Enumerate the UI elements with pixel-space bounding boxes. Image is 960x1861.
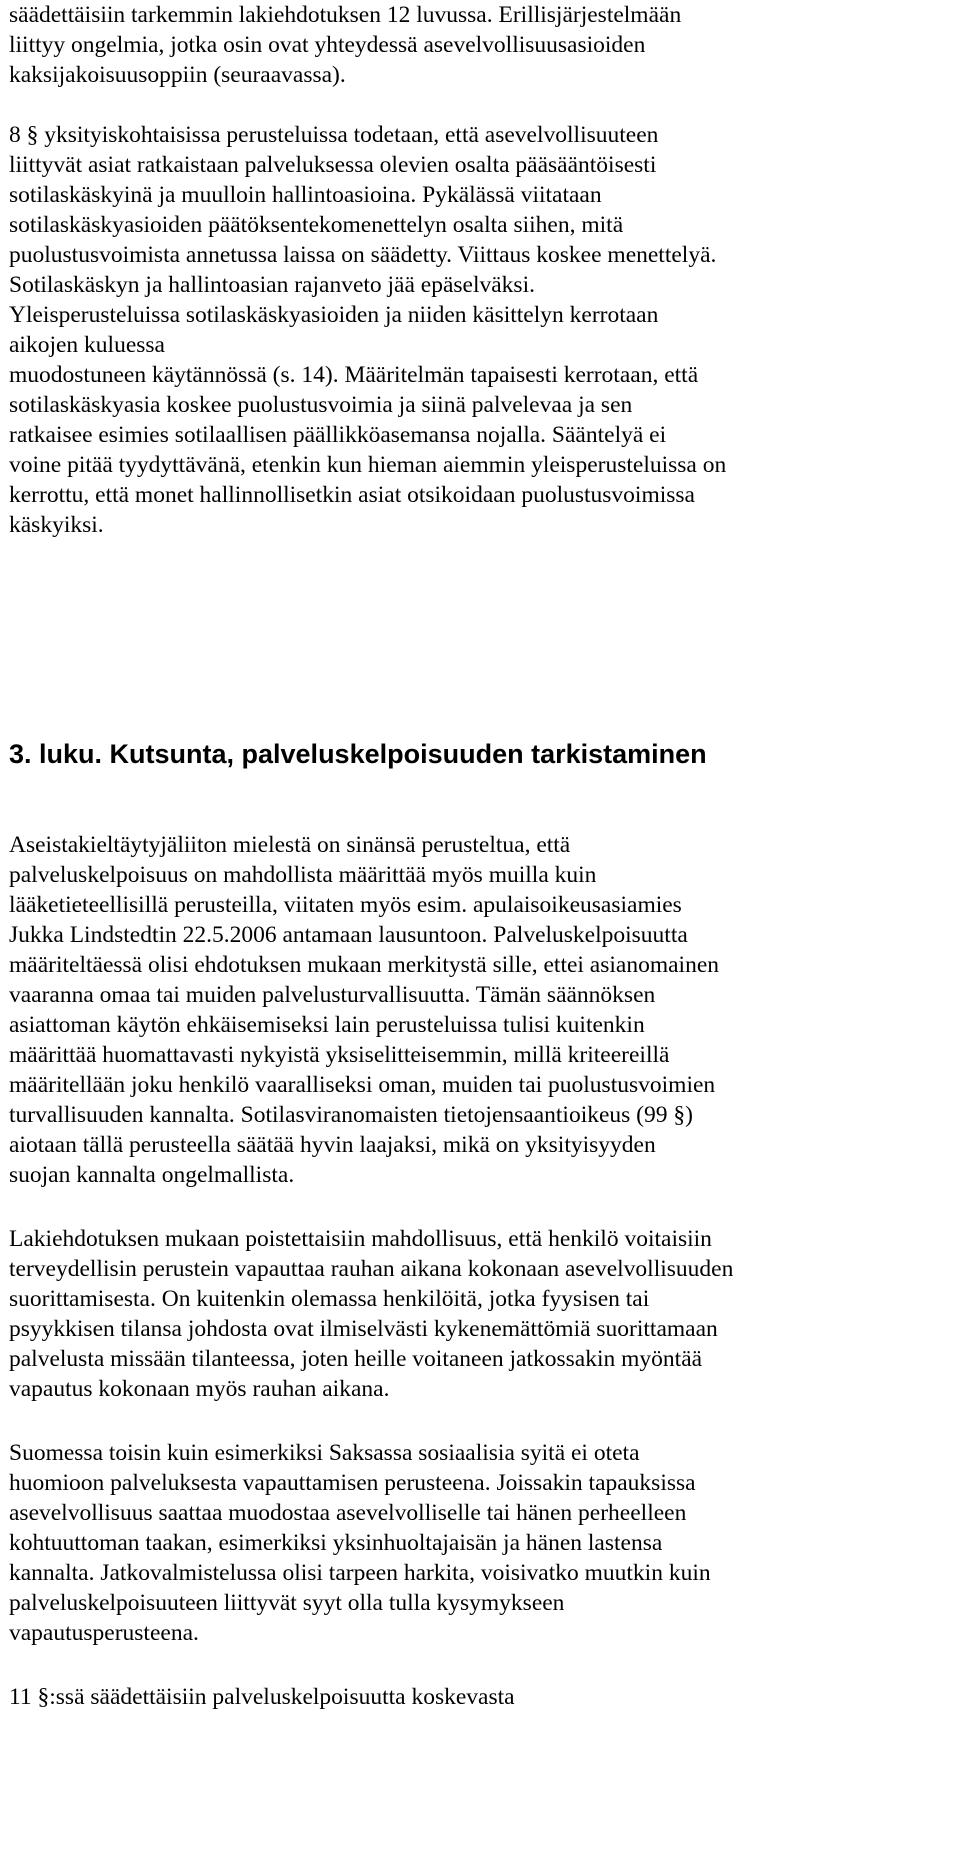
text-line: vapautusperusteena. (9, 1620, 199, 1646)
text-line: voine pitää tyydyttävänä, etenkin kun hieman aiemmin yleisperusteluissa on (9, 452, 727, 478)
text-line: suojan kannalta ongelmallista. (9, 1162, 295, 1188)
text-line: Sotilaskäskyn ja hallintoasian rajanveto jää epäselväksi. (9, 272, 535, 298)
text-line: liittyvät asiat ratkaistaan palveluksessa olevien osalta pääsääntöisesti (9, 152, 657, 178)
text-line: Jukka Lindstedtin 22.5.2006 antamaan lausuntoon. Palveluskelpoisuutta (9, 922, 688, 948)
text-line: 8 § yksityiskohtaisissa perusteluissa todetaan, että asevelvollisuuteen (9, 122, 659, 148)
text-line: asiattoman käytön ehkäisemiseksi lain perusteluissa tulisi kuitenkin (9, 1012, 645, 1038)
text-line: turvallisuuden kannalta. Sotilasviranomaisten tietojensaantioikeus (99 §) (9, 1102, 693, 1128)
text-line: psyykkisen tilansa johdosta ovat ilmiselvästi kykenemättömiä suorittamaan (9, 1316, 718, 1342)
text-line: Lakiehdotuksen mukaan poistettaisiin mahdollisuus, että henkilö voitaisiin (9, 1226, 712, 1252)
text-line: lääketieteellisillä perusteilla, viitaten myös esim. apulaisoikeusasiamies (9, 892, 682, 918)
text-line: Yleisperusteluissa sotilaskäskyasioiden ja niiden käsittelyn kerrotaan (9, 302, 659, 328)
text-line: sotilaskäskyasioiden päätöksentekomenettelyn osalta siihen, mitä (9, 212, 624, 238)
text-line: palveluskelpoisuuteen liittyvät syyt olla tulla kysymykseen (9, 1590, 565, 1616)
text-line: palveluskelpoisuus on mahdollista määrittää myös muilla kuin (9, 862, 597, 888)
text-line: kaksijakoisuusoppiin (seuraavassa). (9, 62, 346, 88)
text-line: aiotaan tällä perusteella säätää hyvin laajaksi, mikä on yksityisyyden (9, 1132, 656, 1158)
section-heading: 3. luku. Kutsunta, palveluskelpoisuuden tarkistaminen (9, 739, 707, 769)
text-line: ratkaisee esimies sotilaallisen päällikköasemansa nojalla. Sääntelyä ei (9, 422, 667, 448)
text-line: Suomessa toisin kuin esimerkiksi Saksassa sosiaalisia syitä ei oteta (9, 1440, 640, 1466)
text-line: asevelvollisuus saattaa muodostaa asevelvolliselle tai hänen perheelleen (9, 1500, 687, 1526)
text-line: sotilaskäskyinä ja muulloin hallintoasioina. Pykälässä viitataan (9, 182, 602, 208)
text-line: määritellään joku henkilö vaaralliseksi oman, muiden tai puolustusvoimien (9, 1072, 716, 1098)
text-line: huomioon palveluksesta vapauttamisen perusteena. Joissakin tapauksissa (9, 1470, 696, 1496)
text-line: säädettäisiin tarkemmin lakiehdotuksen 12 luvussa. Erillisjärjestelmään (9, 2, 682, 28)
text-line: kannalta. Jatkovalmistelussa olisi tarpeen harkita, voisivatko muutkin kuin (9, 1560, 711, 1586)
text-line: muodostuneen käytännössä (s. 14). Määritelmän tapaisesti kerrotaan, että (9, 362, 699, 388)
text-line: vapautus kokonaan myös rauhan aikana. (9, 1376, 390, 1402)
text-line: määrittää huomattavasti nykyistä yksiselitteisemmin, millä kriteereillä (9, 1042, 670, 1068)
text-line: puolustusvoimista annetussa laissa on säädetty. Viittaus koskee menettelyä. (9, 242, 717, 268)
text-line: terveydellisin perustein vapauttaa rauhan aikana kokonaan asevelvollisuuden (9, 1256, 734, 1282)
text-line: 11 §:ssä säädettäisiin palveluskelpoisuutta koskevasta (9, 1684, 515, 1710)
text-line: suorittamisesta. On kuitenkin olemassa henkilöitä, jotka fyysisen tai (9, 1286, 650, 1312)
text-line: aikojen kuluessa (9, 332, 165, 358)
text-line: kerrottu, että monet hallinnollisetkin asiat otsikoidaan puolustusvoimissa (9, 482, 695, 508)
text-line: Aseistakieltäytyjäliiton mielestä on sinänsä perusteltua, että (9, 832, 571, 858)
text-line: käskyiksi. (9, 512, 104, 538)
text-line: palvelusta missään tilanteessa, joten heille voitaneen jatkossakin myöntää (9, 1346, 703, 1372)
text-line: vaaranna omaa tai muiden palvelusturvallisuutta. Tämän säännöksen (9, 982, 656, 1008)
text-line: kohtuuttoman taakan, esimerkiksi yksinhuoltajaisän ja hänen lastensa (9, 1530, 663, 1556)
text-line: liittyy ongelmia, jotka osin ovat yhteydessä asevelvollisuusasioiden (9, 32, 646, 58)
text-line: määriteltäessä olisi ehdotuksen mukaan merkitystä sille, ettei asianomainen (9, 952, 720, 978)
text-line: sotilaskäskyasia koskee puolustusvoimia ja siinä palvelevaa ja sen (9, 392, 633, 418)
